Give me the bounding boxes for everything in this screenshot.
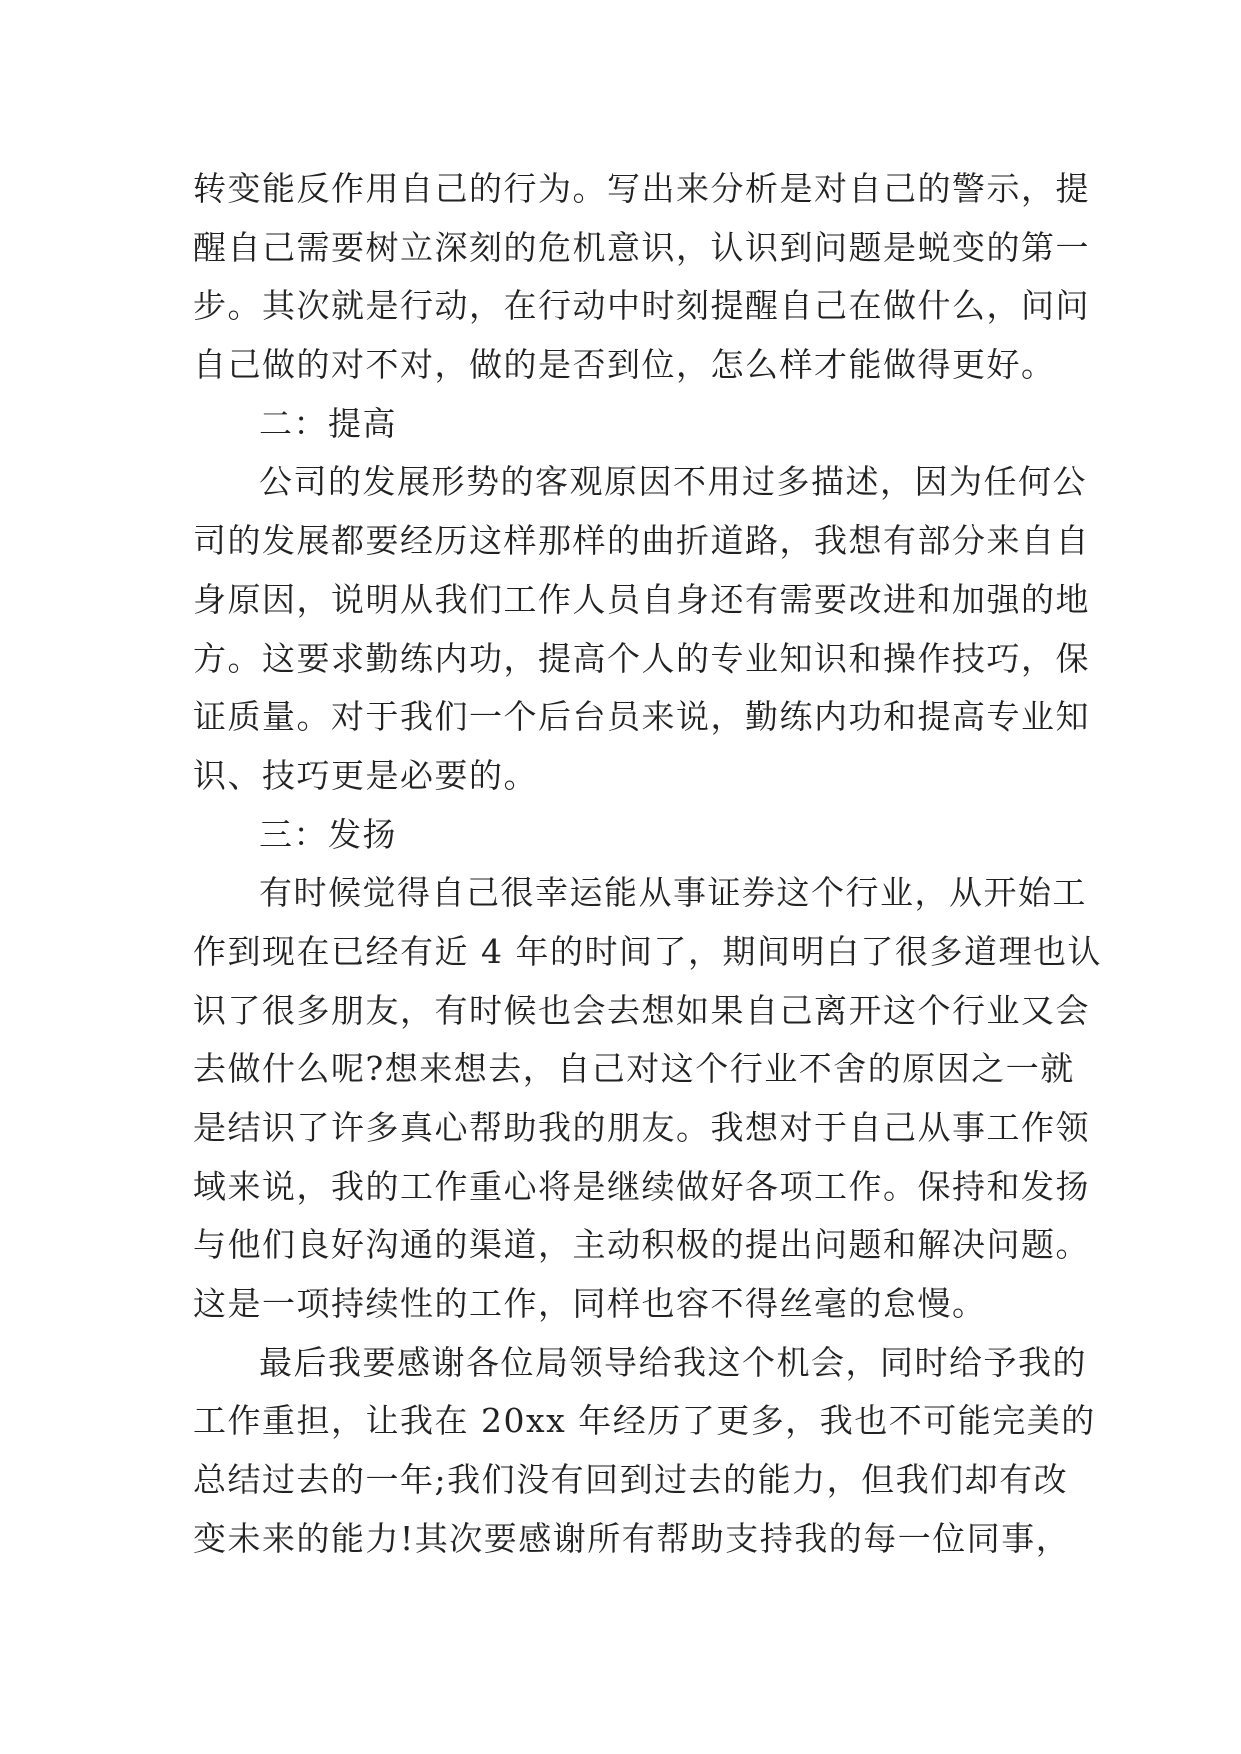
- paragraph-start-line: 公司的发展形势的客观原因不用过多描述，因为任何公: [259, 462, 1087, 502]
- paragraph-start-line: 有时候觉得自己很幸运能从事证券这个行业，从开始工: [259, 873, 1087, 913]
- text-line: 去做什么呢?想来想去，自己对这个行业不舍的原因之一就: [193, 1049, 1075, 1089]
- text-line: 域来说，我的工作重心将是继续做好各项工作。保持和发扬: [193, 1166, 1090, 1206]
- text-line: 醒自己需要树立深刻的危机意识，认识到问题是蜕变的第一: [193, 227, 1090, 267]
- document-body: [193, 160, 1102, 1569]
- text-line: 是结识了许多真心帮助我的朋友。我想对于自己从事工作领: [193, 1108, 1090, 1147]
- text-line: 步。其次就是行动，在行动中时刻提醒自己在做什么，问问: [193, 286, 1090, 326]
- text-line: 身原因，说明从我们工作人员自身还有需要改进和加强的地: [193, 579, 1090, 619]
- text-line: 证质量。对于我们一个后台员来说，勤练内功和提高专业知: [193, 697, 1090, 737]
- text-line: 这是一项持续性的工作，同样也容不得丝毫的怠慢。: [193, 1284, 987, 1324]
- text-line: 识、技巧更是必要的。: [193, 755, 538, 795]
- text-line: 作到现在已经有近 4 年的时间了，期间明白了很多道理也认: [193, 931, 1102, 971]
- text-line: 变未来的能力!其次要感谢所有帮助支持我的每一位同事，: [193, 1518, 1071, 1558]
- text-line: 方。这要求勤练内功，提高个人的专业知识和操作技巧，保: [193, 638, 1090, 678]
- text-line: 转变能反作用自己的行为。写出来分析是对自己的警示，提: [193, 169, 1090, 208]
- text-line: 工作重担，让我在 20xx 年经历了更多，我也不可能完美的: [193, 1401, 1096, 1441]
- paragraph-start-line: 三：发扬: [259, 814, 397, 854]
- text-line: 自己做的对不对，做的是否到位，怎么样才能做得更好。: [193, 345, 1056, 385]
- text-line: 总结过去的一年;我们没有回到过去的能力，但我们却有改: [193, 1460, 1069, 1500]
- text-line: 司的发展都要经历这样那样的曲折道路，我想有部分来自自: [193, 521, 1090, 561]
- paragraph-start-line: 二：提高: [259, 403, 397, 443]
- text-line: 识了很多朋友，有时候也会去想如果自己离开这个行业又会: [193, 990, 1090, 1030]
- paragraph-start-line: 最后我要感谢各位局领导给我这个机会，同时给予我的: [259, 1342, 1087, 1382]
- text-line: 与他们良好沟通的渠道，主动积极的提出问题和解决问题。: [193, 1225, 1090, 1265]
